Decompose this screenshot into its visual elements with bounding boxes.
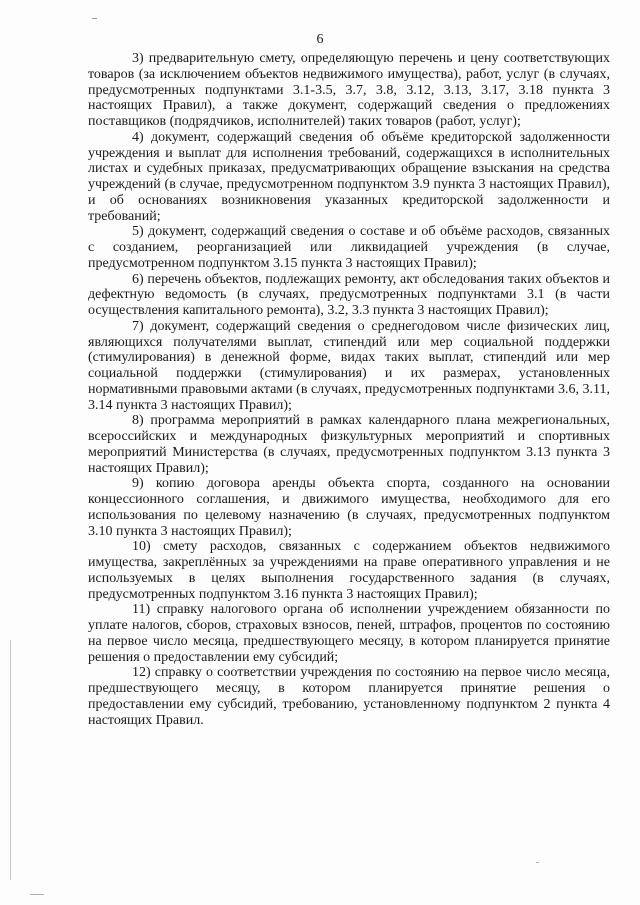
list-item: 8) программа мероприятий в рамках календарного плана межрегиональных, всероссийских и международных физкультурных мероприятий и спортивных мероприятий Министерства (в случаях, предусмотренных подпунктом 3.13 пункта 3 настоящих Правил);: [88, 413, 610, 476]
list-item: 3) предварительную смету, определяющую перечень и цену соответствующих товаров (за исключением объектов недвижимого имущества), работ, услуг (в случаях, предусмотренных подпунктами 3.1-3.5, 3.7, 3.8, 3.12, 3.13, 3.17, 3.18 пункта 3 настоящих Правил), а также документ, содержащий сведения о предложениях поставщиков (подрядчиков, исполнителей) таких товаров (работ, услуг);: [88, 51, 610, 129]
page-number: 6: [316, 32, 324, 47]
scan-mark: [30, 894, 44, 895]
document-body: [88, 51, 610, 728]
list-item: 6) перечень объектов, подлежащих ремонту, акт обследования таких объектов и дефектную ведомость (в случаях, предусмотренных подпунктами 3.1 (в части осуществления капитального ремонта), 3.2, 3.3 пункта 3 настоящих Правил);: [88, 271, 610, 318]
scan-mark: [10, 640, 11, 880]
list-item: 9) копию договора аренды объекта спорта, созданного на основании концессионного соглашения, и движимого имущества, необходимого для его использования по целевому назначению (в случаях, предусмотренных подпунктом 3.10 пункта 3 настоящих Правил);: [88, 476, 610, 539]
list-item: 5) документ, содержащий сведения о составе и об объёме расходов, связанных с созданием, реорганизацией или ликвидацией учреждения (в случае, предусмотренном подпунктом 3.15 пункта 3 настоящих Правил);: [88, 224, 610, 271]
list-item: 11) справку налогового органа об исполнении учреждением обязанности по уплате налогов, сборов, страховых взносов, пеней, штрафов, процентов по состоянию на первое число месяца, предшествующего месяцу, в котором планируется принятие решения о предоставлении ему субсидий;: [88, 602, 610, 665]
list-item: 10) смету расходов, связанных с содержанием объектов недвижимого имущества, закреплённых за учреждениями на праве оперативного управления и не используемых в целях выполнения государственного задания (в случаях, предусмотренных подпунктом 3.16 пункта 3 настоящих Правил);: [88, 539, 610, 602]
list-item: 7) документ, содержащий сведения о среднегодовом числе физических лиц, являющихся получателями выплат, стипендий или мер социальной поддержки (стимулирования) в денежной форме, видах таких выплат, стипендий или мер социальной поддержки (стимулирования) и их размерах, установленных нормативными правовыми актами (в случаях, предусмотренных подпунктами 3.6, 3.11, 3.14 пункта 3 настоящих Правил);: [88, 318, 610, 413]
list-item: 12) справку о соответствии учреждения по состоянию на первое число месяца, предшествующего месяцу, в котором планируется принятие решения о предоставлении ему субсидий, требованию, установленному подпунктом 2 пункта 4 настоящих Правил.: [88, 665, 610, 728]
list-item: 4) документ, содержащий сведения об объёме кредиторской задолженности учреждения и выплат для исполнения требований, содержащихся в исполнительных листах и судебных приказах, предусматривающих обращение взыскания на средства учреждений (в случае, предусмотренном подпунктом 3.9 пункта 3 настоящих Правил), и об основаниях возникновения указанных кредиторской задолженности и требований;: [88, 129, 610, 224]
scan-mark: [92, 18, 97, 19]
scan-mark: [536, 862, 539, 863]
